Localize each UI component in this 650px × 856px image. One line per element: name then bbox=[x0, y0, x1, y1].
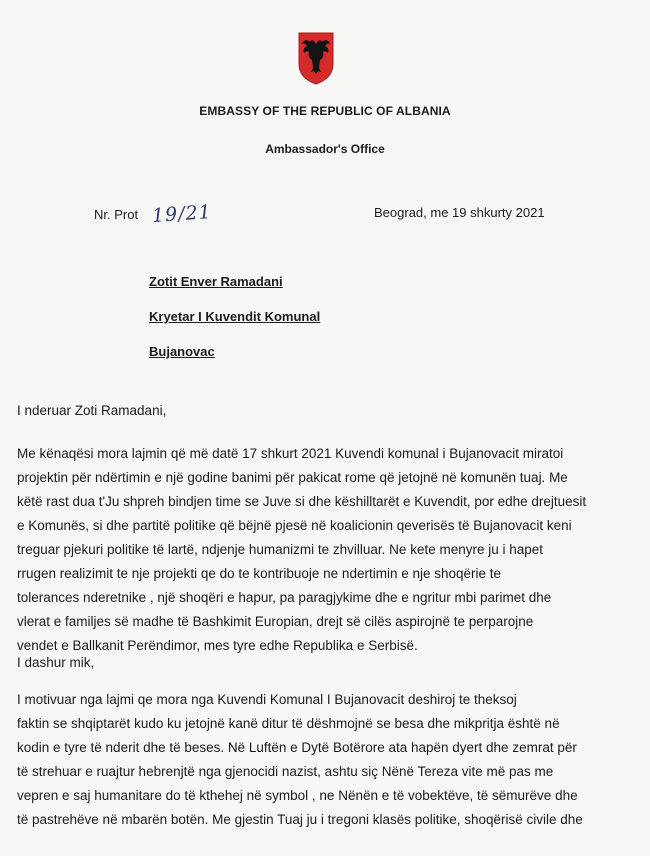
salutation: I nderuar Zoti Ramadani, bbox=[17, 403, 167, 418]
recipient-title: Kryetar I Kuvendit Komunal bbox=[149, 309, 321, 324]
paragraph-line: të pastrehëve në mbarën botën. Me gjestin Tuaj ju i tregoni klasës politike, shoqërisë civile dhe bbox=[17, 812, 583, 827]
paragraph-2 bbox=[17, 688, 629, 832]
paragraph-line: e Komunës, si dhe partitë politike që bëjnë pjesë në koalicionin qeverisës të Bujanovacit keni bbox=[17, 518, 572, 533]
paragraph-line: këtë rast dua t'Ju shpreh bindjen time se Juve si dhe këshilltarët e Kuvendit, por edhe drejtuesit bbox=[17, 494, 587, 509]
paragraph-line: kodin e tyre të nderit dhe të beses. Në Luftën e Dytë Botërore ata hapën dyert dhe zemrat për bbox=[17, 740, 577, 755]
paragraph-line: vlerat e familjes së madhe të Bashkimit Europian, drejt së cilës aspirojnë te perparojne bbox=[17, 614, 534, 629]
protocol-label: Nr. Prot bbox=[94, 206, 139, 222]
protocol-reference bbox=[94, 200, 213, 228]
paragraph-line: rrugen realizimit te nje projekti qe do te kontribuoje ne ndertimin e nje shoqërie te bbox=[17, 566, 502, 581]
paragraph-line: të strehuar e ruajtur hebrenjtë nga gjenocidi nazist, ashtu siç Nënë Tereza vite më pas me bbox=[17, 764, 554, 779]
paragraph-line: Me kënaqësi mora lajmin që më datë 17 shkurt 2021 Kuvendi komunal i Bujanovacit miratoi bbox=[17, 446, 564, 461]
embassy-name: EMBASSY OF THE REPUBLIC OF ALBANIA bbox=[199, 104, 451, 118]
place-and-date: Beograd, me 19 shkurty 2021 bbox=[374, 205, 545, 220]
paragraph-1 bbox=[17, 442, 629, 658]
paragraph-line: treguar pjekuri politike të lartë, ndjenje humanizmi te zhvilluar. Ne kete menyre ju i hapet bbox=[17, 542, 544, 557]
paragraph-line: vendet e Ballkanit Perëndimor, mes tyre edhe Republika e Serbisë. bbox=[17, 638, 418, 653]
recipient-location: Bujanovac bbox=[149, 344, 215, 359]
protocol-number: 19/21 bbox=[151, 200, 213, 228]
ambassador-office: Ambassador's Office bbox=[265, 142, 385, 156]
greeting: I dashur mik, bbox=[17, 655, 95, 670]
paragraph-line: faktin se shqiptarët kudo ku jetojnë kanë ditur të dëshmojnë se besa dhe mikpritja është në bbox=[17, 716, 560, 731]
paragraph-line: projektin për ndërtimin e një godine banimi për pakicat rome që jetojnë në komunën tuaj. Me bbox=[17, 470, 568, 485]
recipient-name: Zotit Enver Ramadani bbox=[149, 274, 283, 289]
paragraph-line: I motivuar nga lajmi qe mora nga Kuvendi Komunal I Bujanovacit deshiroj te theksoj bbox=[17, 692, 517, 707]
paragraph-line: tolerances nderetnike , një shoqëri e hapur, pa paragjykime dhe e ngritur mbi parimet dhe bbox=[17, 590, 552, 605]
albanian-eagle-emblem-icon bbox=[296, 30, 336, 86]
paragraph-line: vepren e saj humanitare do të kthehej në symbol , ne Nënën e të vobektëve, të sëmurëve dhe bbox=[17, 788, 578, 803]
